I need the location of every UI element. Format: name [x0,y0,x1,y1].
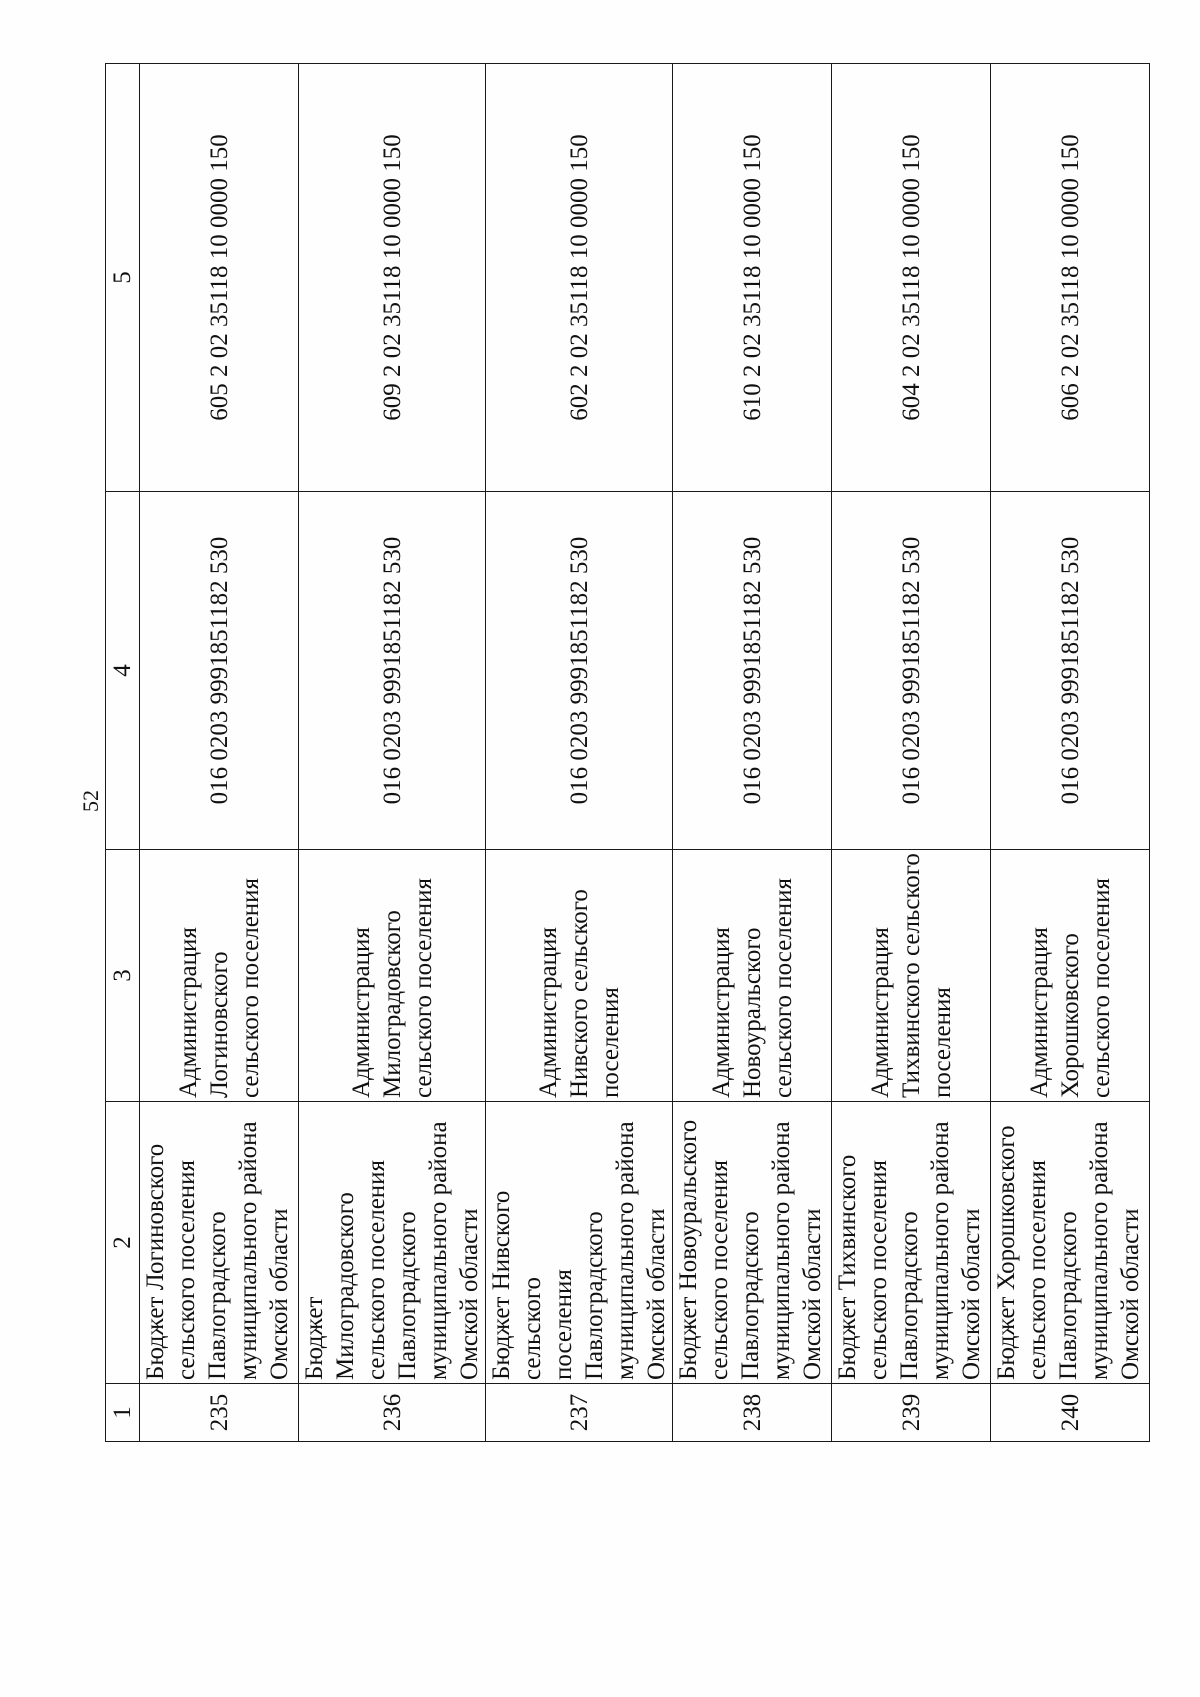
administrator-name: Администрация Логиновского сельского поселения [174,877,264,1098]
table-header-row [106,64,140,1442]
table-row [991,64,1150,1442]
row-number: 237 [486,1384,673,1442]
row-number: 240 [991,1384,1150,1442]
income-code: 605 2 02 35118 10 0000 150 [140,64,299,492]
header-col-4: 4 [106,492,140,850]
table-row [299,64,486,1442]
budget-name: Бюджет Милоградовского сельского поселения Павлоградского муниципального района Омской области [301,1121,483,1380]
administrator-cell [140,850,299,1102]
row-number: 236 [299,1384,486,1442]
administrator-name: Администрация Тихвинского сельского поселения [866,853,956,1098]
budget-name: Бюджет Хорошковского сельского поселения Павлоградского муниципального района Омской области [993,1121,1144,1380]
row-number: 239 [832,1384,991,1442]
expense-code: 016 0203 9991851182 530 [991,492,1150,850]
income-code: 602 2 02 35118 10 0000 150 [486,64,673,492]
expense-code: 016 0203 9991851182 530 [673,492,832,850]
page-number: 52 [78,790,103,812]
expense-code: 016 0203 9991851182 530 [299,492,486,850]
budget-name-cell [832,1102,991,1384]
administrator-name: Администрация Милоградовского сельского поселения [347,877,437,1098]
budget-name: Бюджет Тихвинского сельского поселения Павлоградского муниципального района Омской области [834,1121,985,1380]
header-col-3: 3 [106,850,140,1102]
table-row [140,64,299,1442]
budget-name-cell [140,1102,299,1384]
table-row [832,64,991,1442]
administrator-cell [673,850,832,1102]
income-code: 604 2 02 35118 10 0000 150 [832,64,991,492]
administrator-cell [299,850,486,1102]
header-col-5: 5 [106,64,140,492]
budget-name: Бюджет Новоуральского сельского поселения Павлоградского муниципального района Омской области [675,1119,826,1380]
income-code: 610 2 02 35118 10 0000 150 [673,64,832,492]
expense-code: 016 0203 9991851182 530 [140,492,299,850]
administrator-name: Администрация Нивского сельского поселения [534,889,624,1098]
header-col-1: 1 [106,1384,140,1442]
header-col-2: 2 [106,1102,140,1384]
expense-code: 016 0203 9991851182 530 [486,492,673,850]
budget-table [105,63,1150,1442]
budget-name: Бюджет Логиновского сельского поселения Павлоградского муниципального района Омской области [142,1121,293,1380]
budget-name-cell [486,1102,673,1384]
budget-name: Бюджет Нивского сельского поселения Павлоградского муниципального района Омской области [488,1121,670,1380]
table-row [673,64,832,1442]
income-code: 606 2 02 35118 10 0000 150 [991,64,1150,492]
budget-name-cell [299,1102,486,1384]
administrator-name: Администрация Хорошковского сельского поселения [1025,877,1115,1098]
expense-code: 016 0203 9991851182 530 [832,492,991,850]
administrator-cell [991,850,1150,1102]
row-number: 235 [140,1384,299,1442]
budget-name-cell [991,1102,1150,1384]
administrator-name: Администрация Новоуральского сельского поселения [707,877,797,1098]
row-number: 238 [673,1384,832,1442]
administrator-cell [832,850,991,1102]
income-code: 609 2 02 35118 10 0000 150 [299,64,486,492]
table-row [486,64,673,1442]
administrator-cell [486,850,673,1102]
budget-name-cell [673,1102,832,1384]
